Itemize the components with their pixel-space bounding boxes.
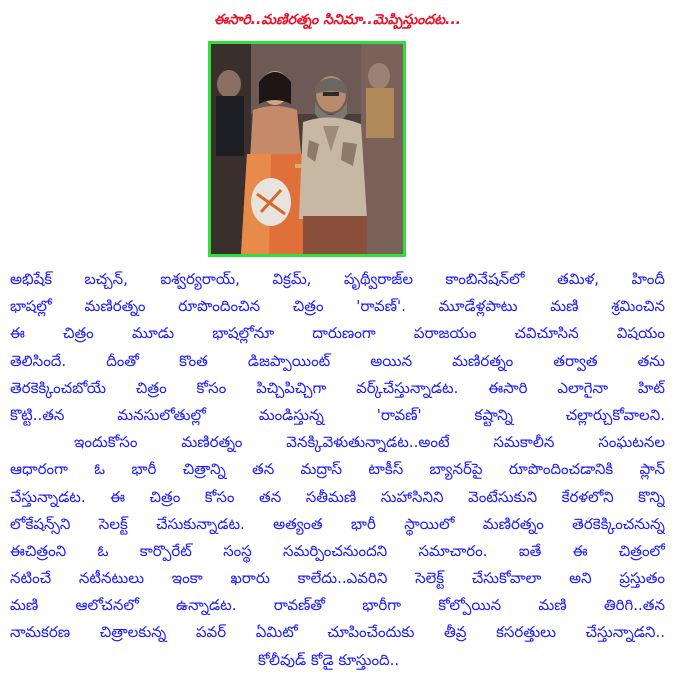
article-line: లోకేషన్స్‌ని సెలక్ట్ చేసుకున్నాడట. అత్యంత భారీ స్థాయిలో మణిరత్నం తెరకెక్కించనున్న xyxy=(10,514,665,533)
article-body xyxy=(10,266,665,674)
article-line: ఈచిత్రంని ఓ కార్పొరేట్ సంస్థ సమర్పించనుందని సమాచారం. ఐతే ఈ చిత్రంలో xyxy=(10,541,665,560)
article-line: మణి ఆలోచనలో ఉన్నాడట. రావణ్‌తో భారీగా కోల్పోయిన మణి తిరిగి..తన xyxy=(10,596,665,615)
article-line: కొట్టి..తన మనసులోతుల్లో మండిస్తున్న 'రావణ్' కష్టాన్ని చల్లార్చుకోవాలని. xyxy=(10,405,665,424)
article-line: తెలిసిందే. దీంతో కొంత డిజప్పాయింట్ అయిన మణిరత్నం తర్వాత తను xyxy=(10,351,665,370)
article-line: చేస్తున్నాడట. ఈ చిత్రం కోసం తన సతీమణి సుహాసినిని వెంటేసుకుని కేరళలోని కొన్ని xyxy=(10,487,665,506)
article-line: కోలీవుడ్ కోడై కూస్తుంది.. xyxy=(258,650,400,669)
article-photo xyxy=(208,41,406,257)
article-line: అభిషేక్ బచ్చన్, ఐశ్వర్యరాయ్, విక్రమ్, పృథ్వీరాజ్‌ల కాంబినేషన్‌లో తమిళ, హిందీ xyxy=(10,270,665,288)
article-line: నటించే నటీనటులు ఇంకా ఖరారు కాలేదు..ఎవరిని సెలెక్ట్ చేసుకోవాలా అని ప్రస్తుతం xyxy=(10,569,665,588)
article-line: తెరకెక్కించబోయే చిత్రం కోసం పిచ్చిపిచ్చిగా వర్క్‌చేస్తున్నాడట. ఈసారి ఎలాగైనా హిట్ xyxy=(10,378,665,397)
article-line: ఆధారంగా ఓ భారీ చిత్రాన్ని తన మద్రాస్ టాకీస్ బ్యానర్‌పై రూపొందించడానికి ప్లాన్ xyxy=(10,460,665,479)
photo-illustration xyxy=(211,44,403,254)
article-line: భాషల్లో మణిరత్నం రూపొందించిన చిత్రం 'రావణ్'. మూడేళ్లపాటు మణి శ్రమించిన xyxy=(10,297,665,316)
article-line: ఇందుకోసం మణిరత్నం వెనక్కివెళుతున్నాడట..అంటే సమకాలీన సంఘటనల xyxy=(74,433,665,452)
article-line: నామకరణ చిత్రాలకున్న పవర్ ఏమిటో చూపించేందుకు తీవ్ర కసరత్తులు చేస్తున్నాడని.. xyxy=(10,623,665,642)
article-line: ఈ చిత్రం మూడు భాషల్లోనూ దారుణంగా పరాజయం చవిచూసిన విషయం xyxy=(10,324,665,343)
article-headline: ఈసారి..మణిరత్నం సినిమా..మెప్పిస్తుందట... xyxy=(213,12,462,28)
